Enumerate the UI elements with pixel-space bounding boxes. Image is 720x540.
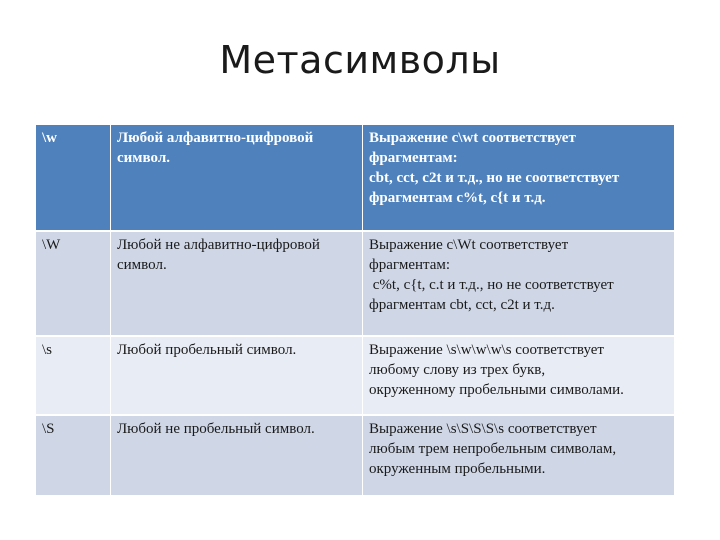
example-line: фрагментам c%t, c{t и т.д. xyxy=(369,190,546,206)
description-cell xyxy=(111,231,363,336)
example-cell xyxy=(363,336,675,415)
example-line: фрагментам cbt, cct, c2t и т.д. xyxy=(369,297,555,313)
example-cell xyxy=(363,231,675,336)
example-line: окруженным пробельными. xyxy=(369,461,546,477)
description-cell xyxy=(111,336,363,415)
table-row xyxy=(36,336,674,415)
table-row xyxy=(36,125,674,231)
description-line: Любой алфавитно-цифровой xyxy=(117,130,314,146)
example-line: фрагментам: xyxy=(369,150,458,166)
example-line: любому слову из трех букв, xyxy=(369,362,546,378)
example-line: окруженному пробельными символами. xyxy=(369,382,624,398)
example-line: Выражение c\Wt соответствует xyxy=(369,237,569,253)
description-line: символ. xyxy=(117,150,170,166)
description-line: Любой пробельный символ. xyxy=(117,342,297,358)
table-row xyxy=(36,415,674,496)
example-line: фрагментам: xyxy=(369,257,451,273)
symbol-cell: \s xyxy=(36,336,111,415)
example-cell xyxy=(363,125,675,231)
description-line: символ. xyxy=(117,257,167,273)
symbol-cell: \S xyxy=(36,415,111,496)
table-row xyxy=(36,231,674,336)
description-cell xyxy=(111,415,363,496)
example-line: Выражение c\wt соответствует xyxy=(369,130,576,146)
example-line: c%t, c{t, c.t и т.д., но не соответствует xyxy=(369,277,614,293)
example-line: cbt, cct, c2t и т.д., но не соответствует xyxy=(369,170,620,186)
example-line: любым трем непробельным символам, xyxy=(369,441,617,457)
example-line: Выражение \s\S\S\S\s соответствует xyxy=(369,421,597,437)
description-line: Любой не алфавитно-цифровой xyxy=(117,237,320,253)
example-line: Выражение \s\w\w\w\s соответствует xyxy=(369,342,604,358)
description-line: Любой не пробельный символ. xyxy=(117,421,315,437)
symbol-cell: \W xyxy=(36,231,111,336)
slide-title: Метасимволы xyxy=(219,38,501,82)
example-cell xyxy=(363,415,675,496)
symbol-cell: \w xyxy=(36,125,111,231)
metacharacter-table xyxy=(36,125,674,497)
description-cell xyxy=(111,125,363,231)
